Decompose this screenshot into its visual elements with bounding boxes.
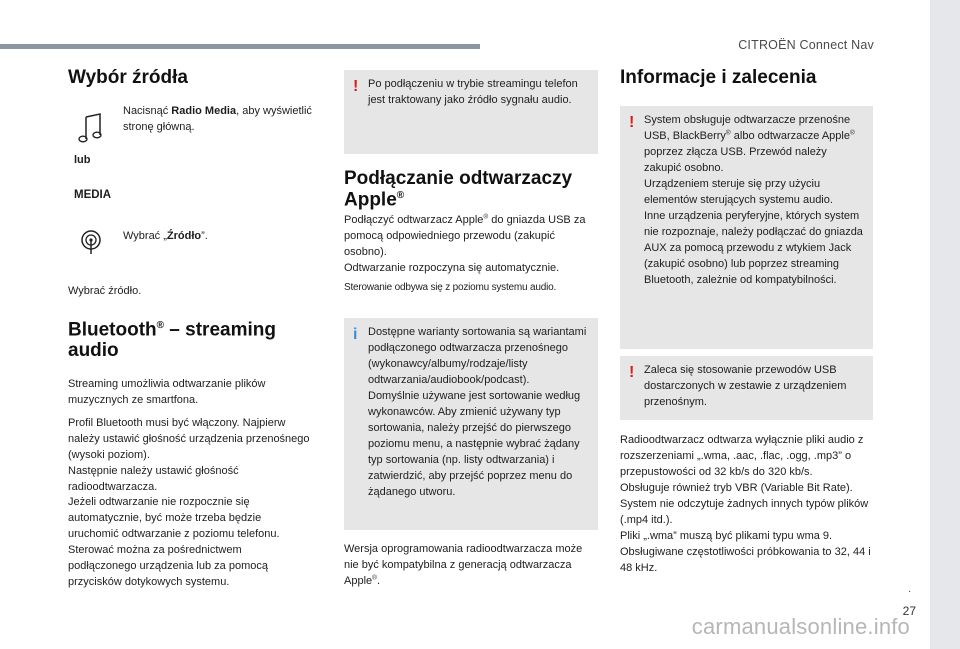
media-label: MEDIA: [74, 189, 112, 201]
radio-media-instruction: Nacisnąć Radio Media, aby wyświetlić stronę główną.: [123, 105, 312, 134]
apple-paragraph-1: Podłączyć odtwarzacz Apple® do gniazda USB za pomocą odpowiedniego przewodu (zakupić osobno). Odtwarzanie rozpoczyna się automatycznie.: [344, 213, 586, 275]
compat-note-text: System obsługuje odtwarzacze przenośne USB, BlackBerry® albo odtwarzacze Apple® poprzez złącza USB. Przewód należy zakupić osobno. Urządzeniem steruje się przy użyciu elementów sterujących systemu audio. Inne urządzenia peryferyjne, których system nie rozpoznaje, należy podłączać do gniazda AUX za pomocą przewodu z wtykiem Jack (zakupić osobno) lub poprzez streaming Bluetooth, zależnie od kompatybilności.: [644, 114, 863, 287]
streaming-warning-note: [344, 70, 598, 154]
formats-paragraph: Radioodtwarzacz odtwarza wyłącznie pliki audio z rozszerzeniami „.wma, .aac, .flac, .ogg, .mp3” o przepustowości od 32 kb/s do 320 kb/s. Obsługuje również tryb VBR (Variable Bit Rate). System nie odczytuje żadnych innych typów plików (.mp4 itd.). Pliki „.wma” muszą być plikami typu wma 9. Obsługiwane częstotliwości próbkowania to 32, 44 i 48 kHz.: [620, 434, 871, 575]
or-label: lub: [74, 154, 91, 166]
source-icon: [78, 229, 104, 260]
watermark-text: carmanualsonline.info: [691, 614, 910, 639]
bt-paragraph-3: Jeżeli odtwarzanie nie rozpocznie się automatycznie, być może trzeba będzie uruchomić odtwarzanie z poziomu telefonu. Sterować można za pośrednictwem podłączonego urządzenia lub za pomocą przycisków dotykowych systemu.: [68, 496, 280, 589]
sorting-note-text: Dostępne warianty sortowania są wariantami podłączonego odtwarzacza przenośnego (wykonawcy/albumy/rodzaje/listy odtwarzania/audiobook/podcast). Domyślnie używane jest sortowanie według wykonawców. Aby zmienić używany typ sortowania, należy przejść do pierwszego poziomu menu, a następnie wybrać żądany typ sortowania (np. listy odtwarzania) i zatwierdzić, aby przejść poprzez menu do żądanego utworu.: [368, 326, 587, 499]
page-edge-strip: [930, 0, 960, 649]
manual-title: CITROËN Connect Nav: [738, 38, 874, 52]
header-rule: [0, 44, 480, 49]
streaming-note-text: Po podłączeniu w trybie streamingu telefon jest traktowany jako źródło sygnału audio.: [368, 78, 578, 107]
info-icon: i: [353, 326, 358, 343]
cable-warning-note: [620, 356, 873, 420]
left-column: [68, 68, 318, 89]
sorting-info-note: [344, 318, 598, 530]
radio-media-label: Radio Media: [171, 105, 237, 117]
select-source-instruction: Wybrać „Źródło”.: [123, 230, 208, 242]
source-label: Źródło: [166, 230, 202, 242]
warning-icon: !: [629, 364, 635, 381]
info-heading: Informacje i zalecenia: [620, 67, 817, 88]
cable-note-text: Zaleca się stosowanie przewodów USB dostarczonych w zestawie z urządzeniem przenośnym.: [644, 364, 847, 409]
apple-heading: Podłączanie odtwarzaczy Apple®: [344, 168, 573, 211]
bt-paragraph-2: Profil Bluetooth musi być włączony. Najpierw należy ustawić głośność urządzenia przenośnego (wysoki poziom). Następnie należy ustawić głośność radioodtwarzacza.: [68, 417, 310, 494]
bt-paragraph-1: Streaming umożliwia odtwarzanie plików muzycznych ze smartfona.: [68, 378, 266, 407]
continue-mark: .: [908, 584, 911, 595]
source-heading: Wybór źródła: [68, 67, 188, 88]
page-number: 27: [902, 604, 916, 618]
music-note-icon: [78, 113, 104, 148]
warning-icon: !: [353, 78, 359, 95]
apple-paragraph-2: Sterowanie odbywa się z poziomu systemu audio.: [344, 282, 557, 293]
compat-warning-note: [620, 106, 873, 349]
apple-version-text: Wersja oprogramowania radioodtwarzacza może nie być kompatybilna z generacją odtwarzacza Apple®.: [344, 543, 583, 588]
warning-icon: !: [629, 114, 635, 131]
choose-source-text: Wybrać źródło.: [68, 285, 142, 297]
bluetooth-heading: Bluetooth® – streaming audio: [68, 319, 276, 362]
